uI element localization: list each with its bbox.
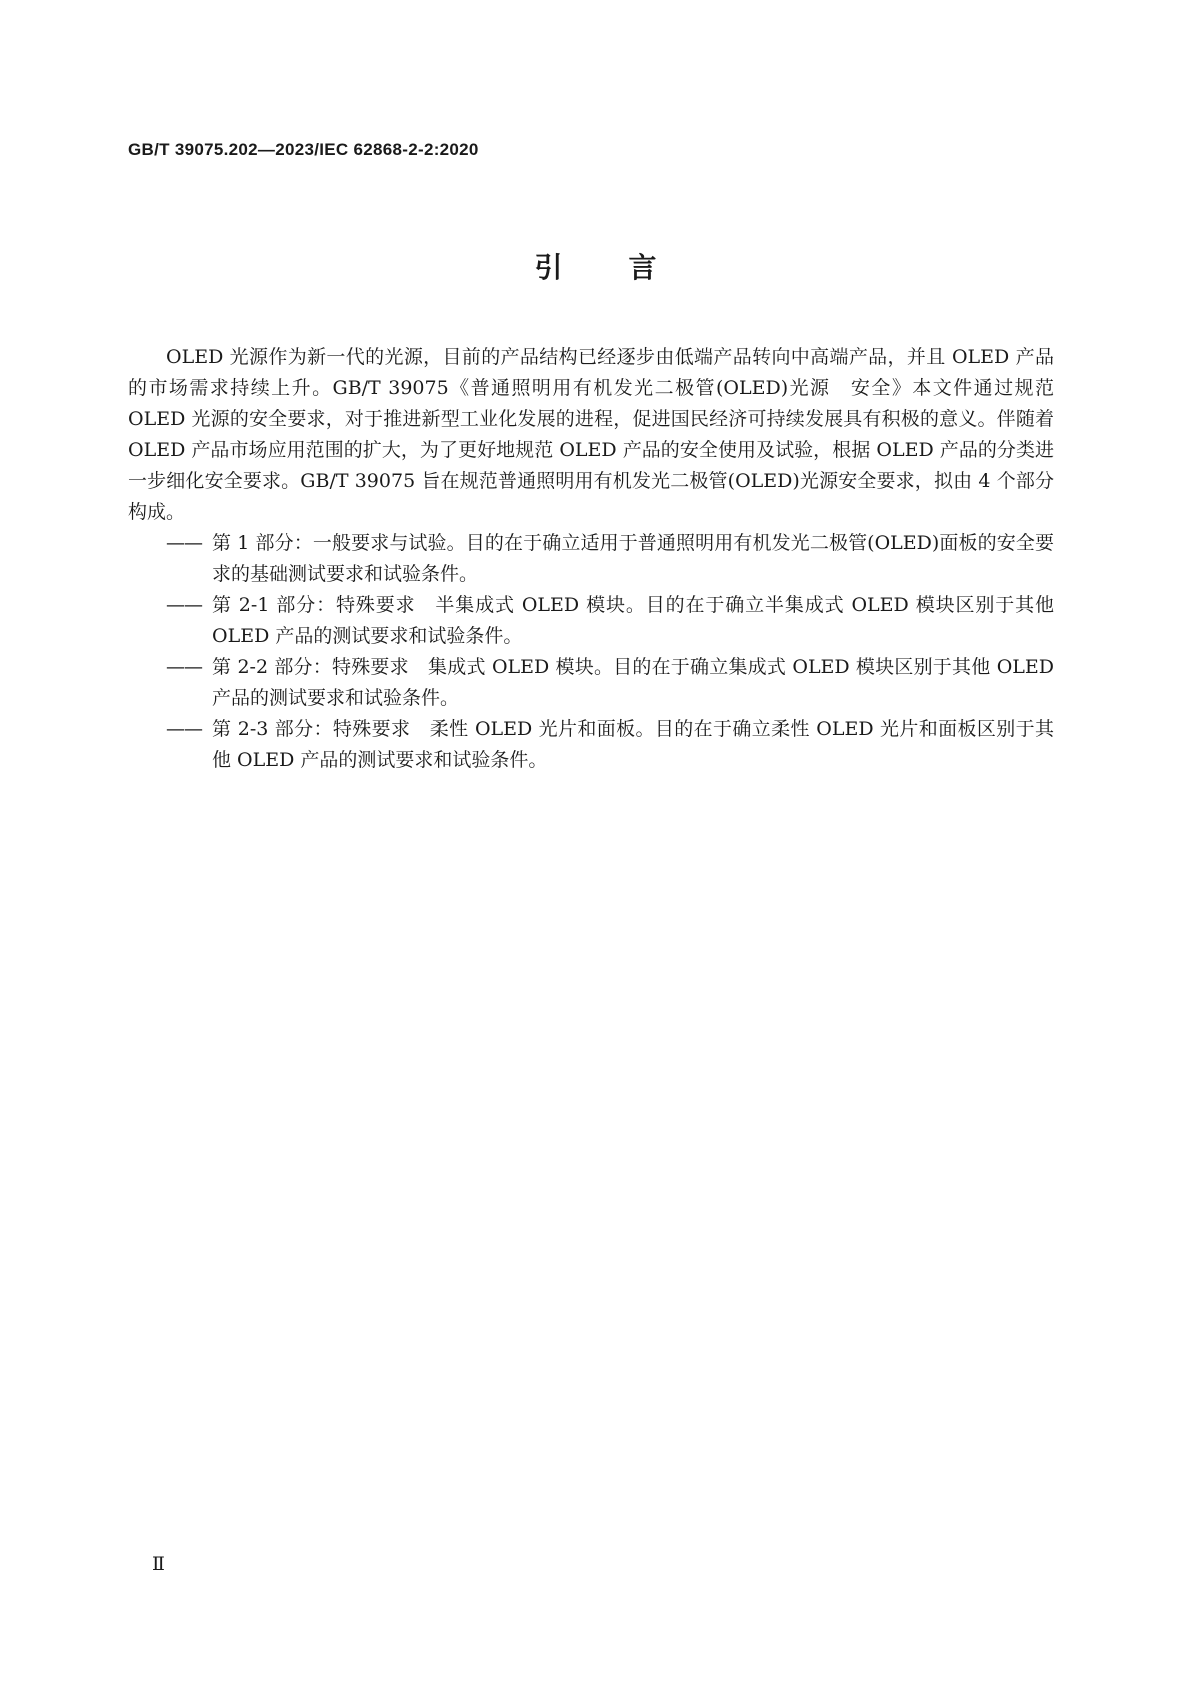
list-dash: ——: [166, 656, 202, 678]
page-title: 引言: [534, 251, 723, 284]
parts-list: [128, 528, 1054, 776]
list-item: [128, 528, 1054, 590]
introduction-body: [128, 342, 1054, 776]
part-description: 第 2-1 部分：特殊要求 半集成式 OLED 模块。目的在于确立半集成式 OLED 模块区别于其他 OLED 产品的测试要求和试验条件。: [212, 594, 1054, 647]
introduction-paragraph: OLED 光源作为新一代的光源，目前的产品结构已经逐步由低端产品转向中高端产品，并且 OLED 产品的市场需求持续上升。GB/T 39075《普通照明用有机发光二极管(OLED)光源 安全》本文件通过规范 OLED 光源的安全要求，对于推进新型工业化发展的进程，促进国民经济可持续发展具有积极的意义。伴随着 OLED 产品市场应用范围的扩大，为了更好地规范 OLED 产品的安全使用及试验，根据 OLED 产品的分类进一步细化安全要求。GB/T 39075 旨在规范普通照明用有机发光二极管(OLED)光源安全要求，拟由 4 个部分构成。: [128, 346, 1054, 523]
list-dash: ——: [166, 718, 202, 740]
part-description: 第 2-3 部分：特殊要求 柔性 OLED 光片和面板。目的在于确立柔性 OLED 光片和面板区别于其他 OLED 产品的测试要求和试验条件。: [212, 718, 1054, 771]
list-item: [128, 590, 1054, 652]
list-dash: ——: [166, 532, 202, 554]
list-dash: ——: [166, 594, 202, 616]
standard-number-header: GB/T 39075.202—2023/IEC 62868-2-2:2020: [128, 140, 479, 159]
list-item: [128, 714, 1054, 776]
list-item: [128, 652, 1054, 714]
part-description: 第 2-2 部分：特殊要求 集成式 OLED 模块。目的在于确立集成式 OLED 模块区别于其他 OLED 产品的测试要求和试验条件。: [212, 656, 1054, 709]
part-description: 第 1 部分：一般要求与试验。目的在于确立适用于普通照明用有机发光二极管(OLED)面板的安全要求的基础测试要求和试验条件。: [212, 532, 1054, 585]
page-number: Ⅱ: [152, 1553, 165, 1575]
